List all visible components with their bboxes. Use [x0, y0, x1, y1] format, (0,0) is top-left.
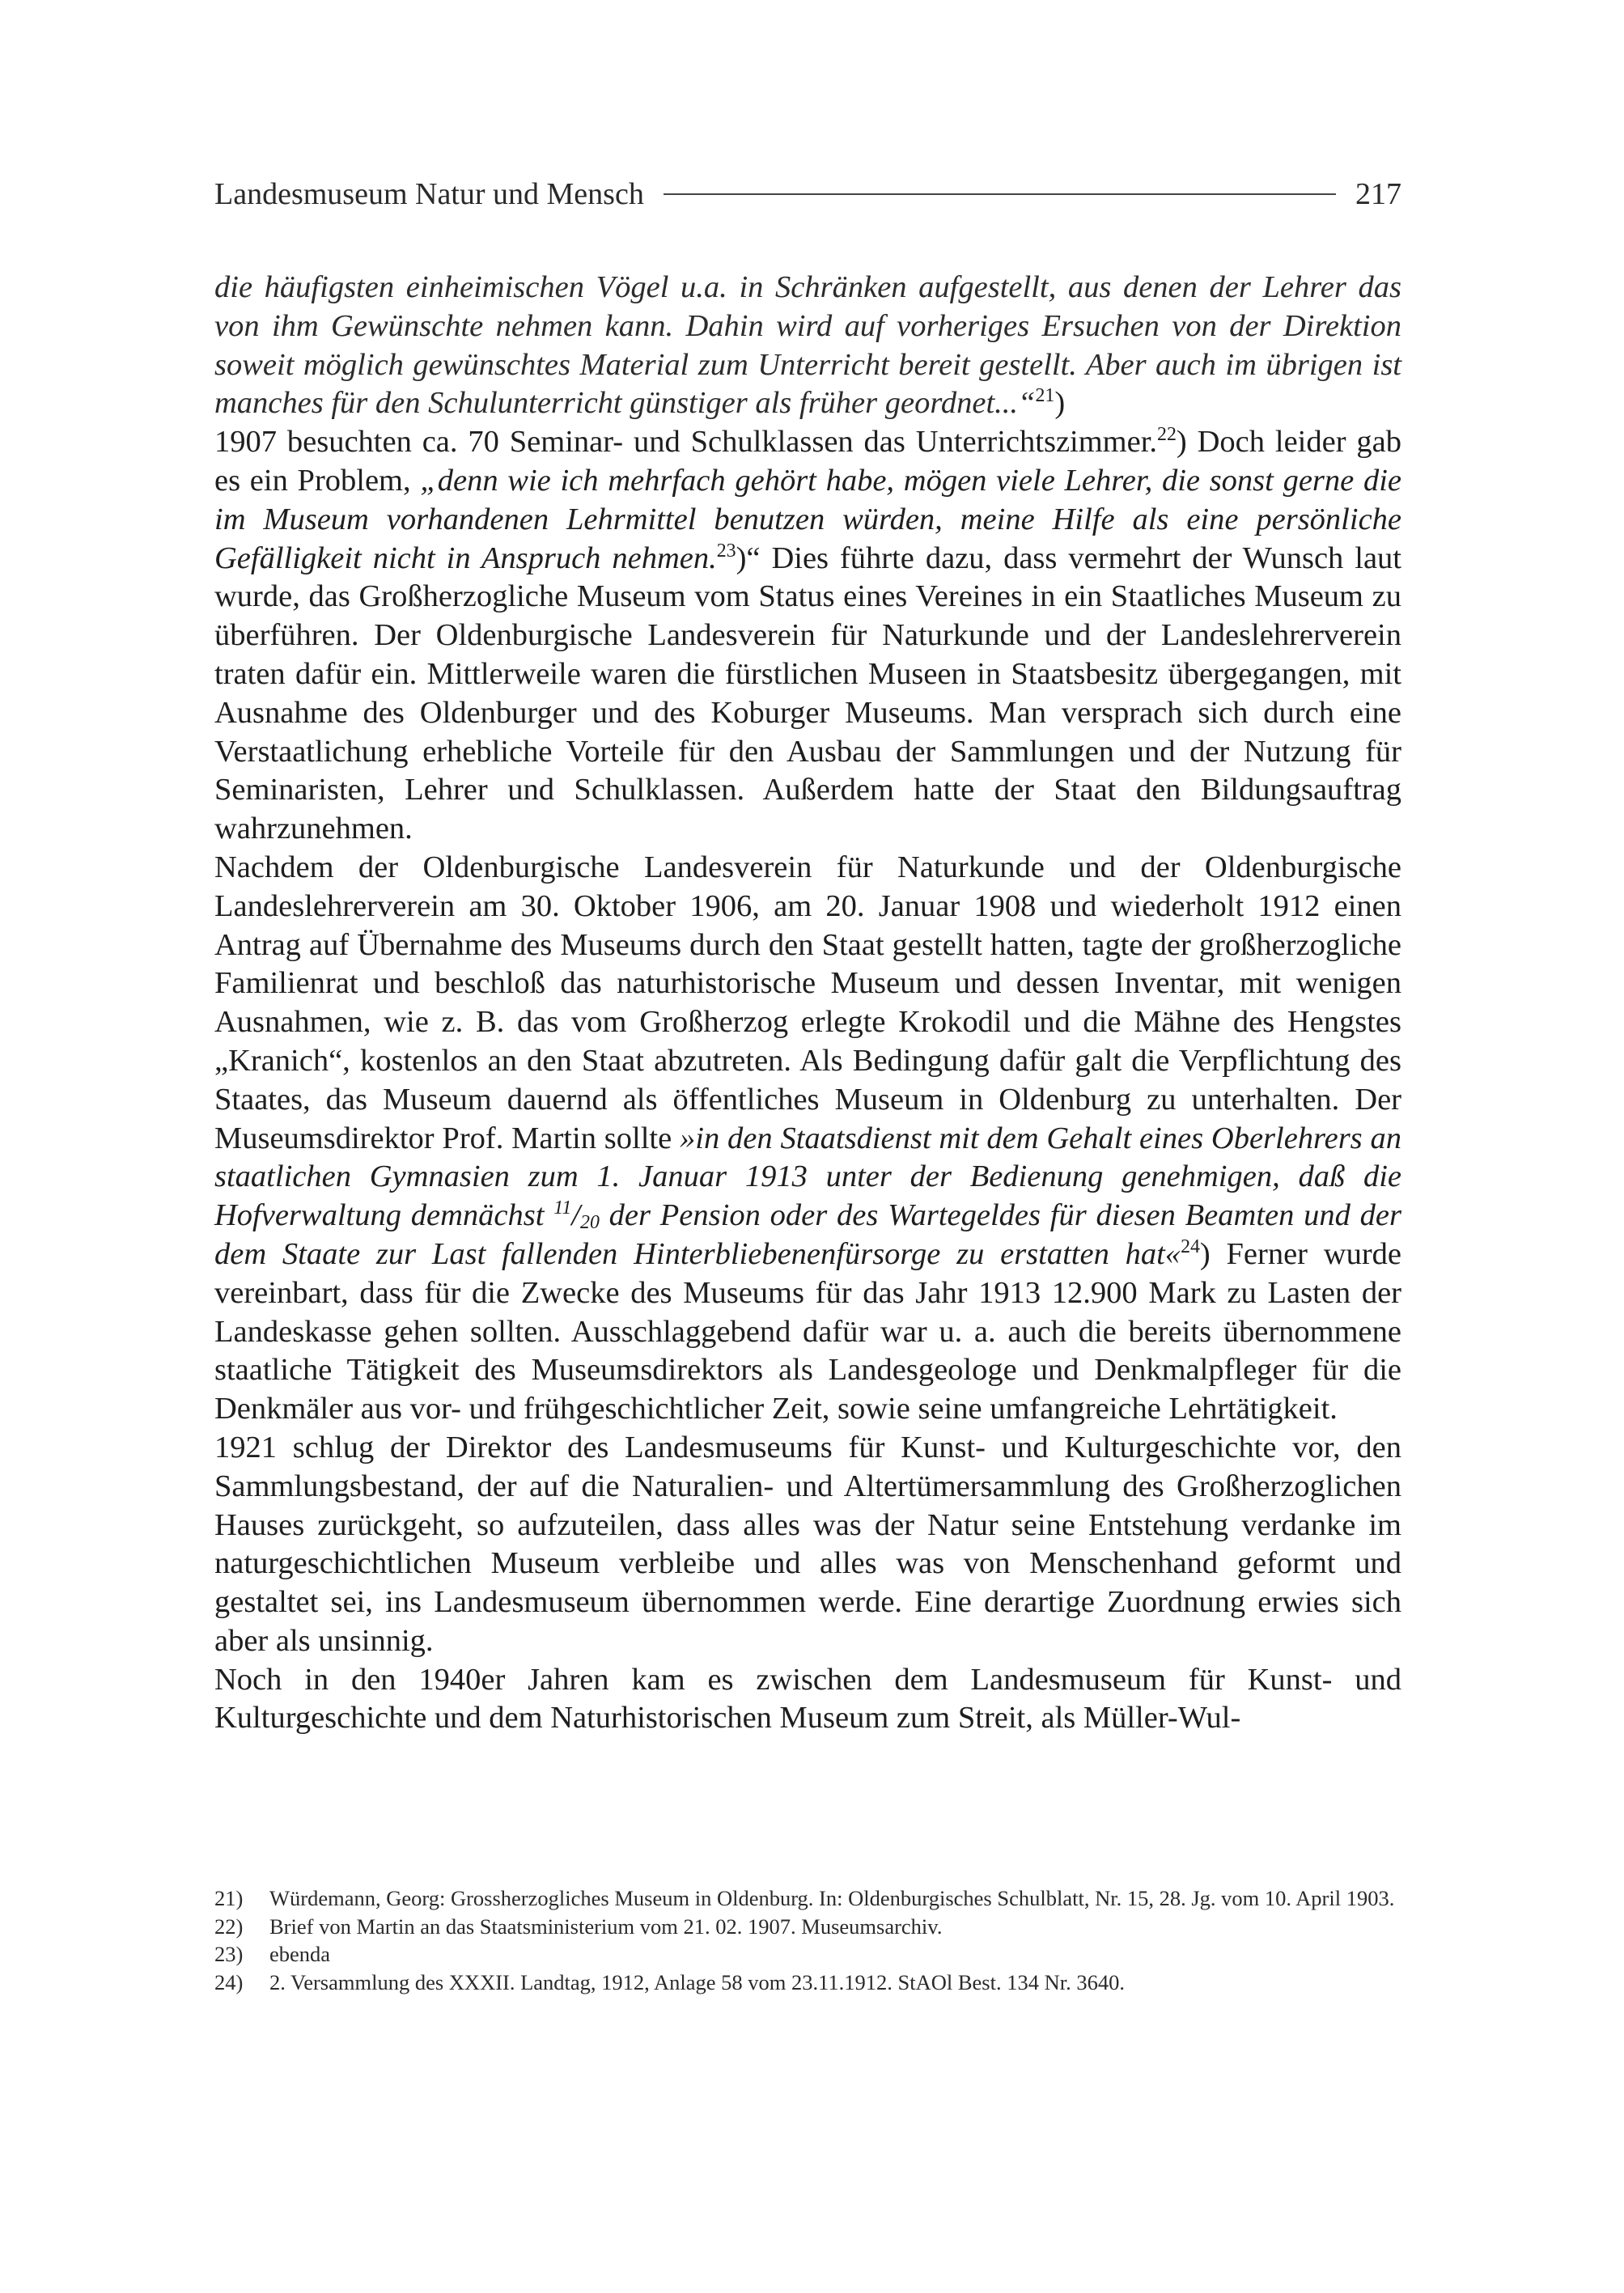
running-header [214, 173, 1401, 215]
p2-quote-2: der Pension oder des Wartegeldes für diesen Beamten und der dem Staate zur Last fallenden Hinterbliebenenfürsorge zu erstatten hat« [214, 1198, 1401, 1271]
footnote-text: ebenda [269, 1942, 331, 1966]
paragraph-4: Noch in den 1940er Jahren kam es zwischen dem Landesmuseum für Kunst- und Kulturgeschichte und dem Naturhistorischen Museum zum Streit, als Müller-Wul- [214, 1662, 1401, 1736]
footnote-ref-24: 24 [1181, 1236, 1200, 1258]
header-rule [664, 193, 1336, 195]
paragraph-3: 1921 schlug der Direktor des Landesmuseums für Kunst- und Kulturgeschichte vor, den Sammlungsbestand, der auf die Naturalien- und Altertümersammlung des Großherzoglichen Hauses zurückgeht, so aufzuteilen, dass alles was der Natur seine Entstehung verdanke im naturgeschichtlichen Museum verbleibe und alles was von Menschenhand geformt und gestaltet sei, ins Landesmuseum übernommen werde. Eine derartige Zuordnung erwies sich aber als unsinnig. [214, 1430, 1401, 1658]
footnote-text: Brief von Martin an das Staatsministerium vom 21. 02. 1907. Museumsarchiv. [269, 1914, 943, 1939]
quote-paragraph [214, 269, 1401, 423]
p1-quote: „denn wie ich mehrfach gehört habe, mögen viele Lehrer, die sonst gerne die im Museum vorhandenen Lehrmittel benutzen würden, meine Hilfe als eine persönliche Gefälligkeit nicht in Anspruch nehmen. [214, 463, 1401, 575]
footnote-22 [214, 1913, 1401, 1941]
running-title: Landesmuseum Natur und Mensch [214, 177, 644, 211]
p2-text-b: ) Ferner wurde vereinbart, dass für die Zwecke des Museums für das Jahr 1913 12.900 Mark zu Lasten der Landeskasse gehen sollten. Ausschlaggebend dafür war u. a. auch die bereits übernommene staatliche Tätigkeit des Museumsdirektors als Landesgeologe und Denkmalpfleger für die Denkmäler aus vor- und frühgeschichtlicher Zeit, sowie seine umfangreiche Lehrtätigkeit. [214, 1236, 1401, 1426]
footnote-23 [214, 1940, 1401, 1969]
footnote-number: 24) [214, 1969, 244, 1994]
quote-text: die häufigsten einheimischen Vögel u.a. in Schränken aufgestellt, aus denen der Lehrer das von ihm Gewünschte nehmen kann. Dahin wird auf vorheriges Ersuchen von der Direktion soweit möglich gewünschtes Material zum Unterricht bereit gestellt. Aber auch im übrigen ist manches für den Schulunterricht günstiger als früher geordnet...“ [214, 270, 1401, 421]
footnote-24 [214, 1969, 1401, 1997]
footnote-ref-21: 21 [1035, 385, 1055, 407]
footnotes [214, 1884, 1401, 1996]
footnote-21 [214, 1884, 1401, 1913]
page-number: 217 [1355, 177, 1401, 211]
main-text [214, 269, 1401, 1738]
footnote-number: 21) [214, 1886, 244, 1910]
p1-text-c: )“ Dies führte dazu, dass vermehrt der Wunsch laut wurde, das Großherzogliche Museum vom Status eines Vereines in ein Staatliches Museum zu überführen. Der Oldenburgische Landesverein für Naturkunde und der Landeslehrerverein traten dafür ein. Mittlerweile waren die fürstlichen Museen in Staatsbesitz übergegangen, mit Ausnahme des Oldenburger und des Koburger Museums. Man versprach sich durch eine Verstaatlichung erhebliche Vorteile für den Ausbau der Sammlungen und der Nutzung für Seminaristen, Lehrer und Schulklassen. Außerdem hatte der Staat den Bildungsauftrag wahrzunehmen. [214, 540, 1401, 846]
paragraph-1 [214, 423, 1401, 849]
paragraph-2 [214, 849, 1401, 1429]
footnote-text: 2. Versammlung des XXXII. Landtag, 1912, Anlage 58 vom 23.11.1912. StAOl Best. 134 Nr. 3640. [269, 1969, 1125, 1994]
quote-close: ) [1054, 386, 1066, 421]
footnote-number: 23) [214, 1942, 244, 1966]
footnote-ref-22: 22 [1157, 424, 1177, 446]
p1-text-b: ) Doch leider gab es ein Problem, [214, 425, 1401, 498]
footnote-ref-23: 23 [716, 540, 736, 562]
p1-text-a: 1907 besuchten ca. 70 Seminar- und Schulklassen das Unterrichtszimmer. [214, 425, 1158, 460]
p2-text-a: Nachdem der Oldenburgische Landesverein für Naturkunde und der Oldenburgische Landeslehrerverein am 30. Oktober 1906, am 20. Januar 1908 und wiederholt 1912 einen Antrag auf Übernahme des Museums durch den Staat gestellt hatten, tagte der großherzogliche Familienrat und beschloß das naturhistorische Museum und dessen Inventar, mit wenigen Ausnahmen, wie z. B. das vom Großherzog erlegte Krokodil und die Mähne des Hengstes „Kranich“, kostenlos an den Staat abzutreten. Als Bedingung dafür galt die Verpflichtung des Staates, das Museum dauernd als öffentliches Museum in Oldenburg zu unterhalten. Der Museumsdirektor Prof. Martin sollte [214, 850, 1401, 1155]
fraction: $^{11}/_{20}$ [553, 1197, 600, 1233]
footnote-number: 22) [214, 1914, 244, 1939]
footnote-text: Würdemann, Georg: Grossherzogliches Museum in Oldenburg. In: Oldenburgisches Schulblatt, Nr. 15, 28. Jg. vom 10. April 1903. [269, 1886, 1395, 1910]
p2-quote-1: »in den Staatsdienst mit dem Gehalt eines Oberlehrers an staatlichen Gymnasien zum 1. Januar 1913 unter der Bedienung genehmigen, daß die Hofverwaltung demnächst [214, 1121, 1401, 1233]
fraction-denominator: 20 [580, 1211, 600, 1233]
fraction-numerator: 11 [553, 1197, 572, 1219]
